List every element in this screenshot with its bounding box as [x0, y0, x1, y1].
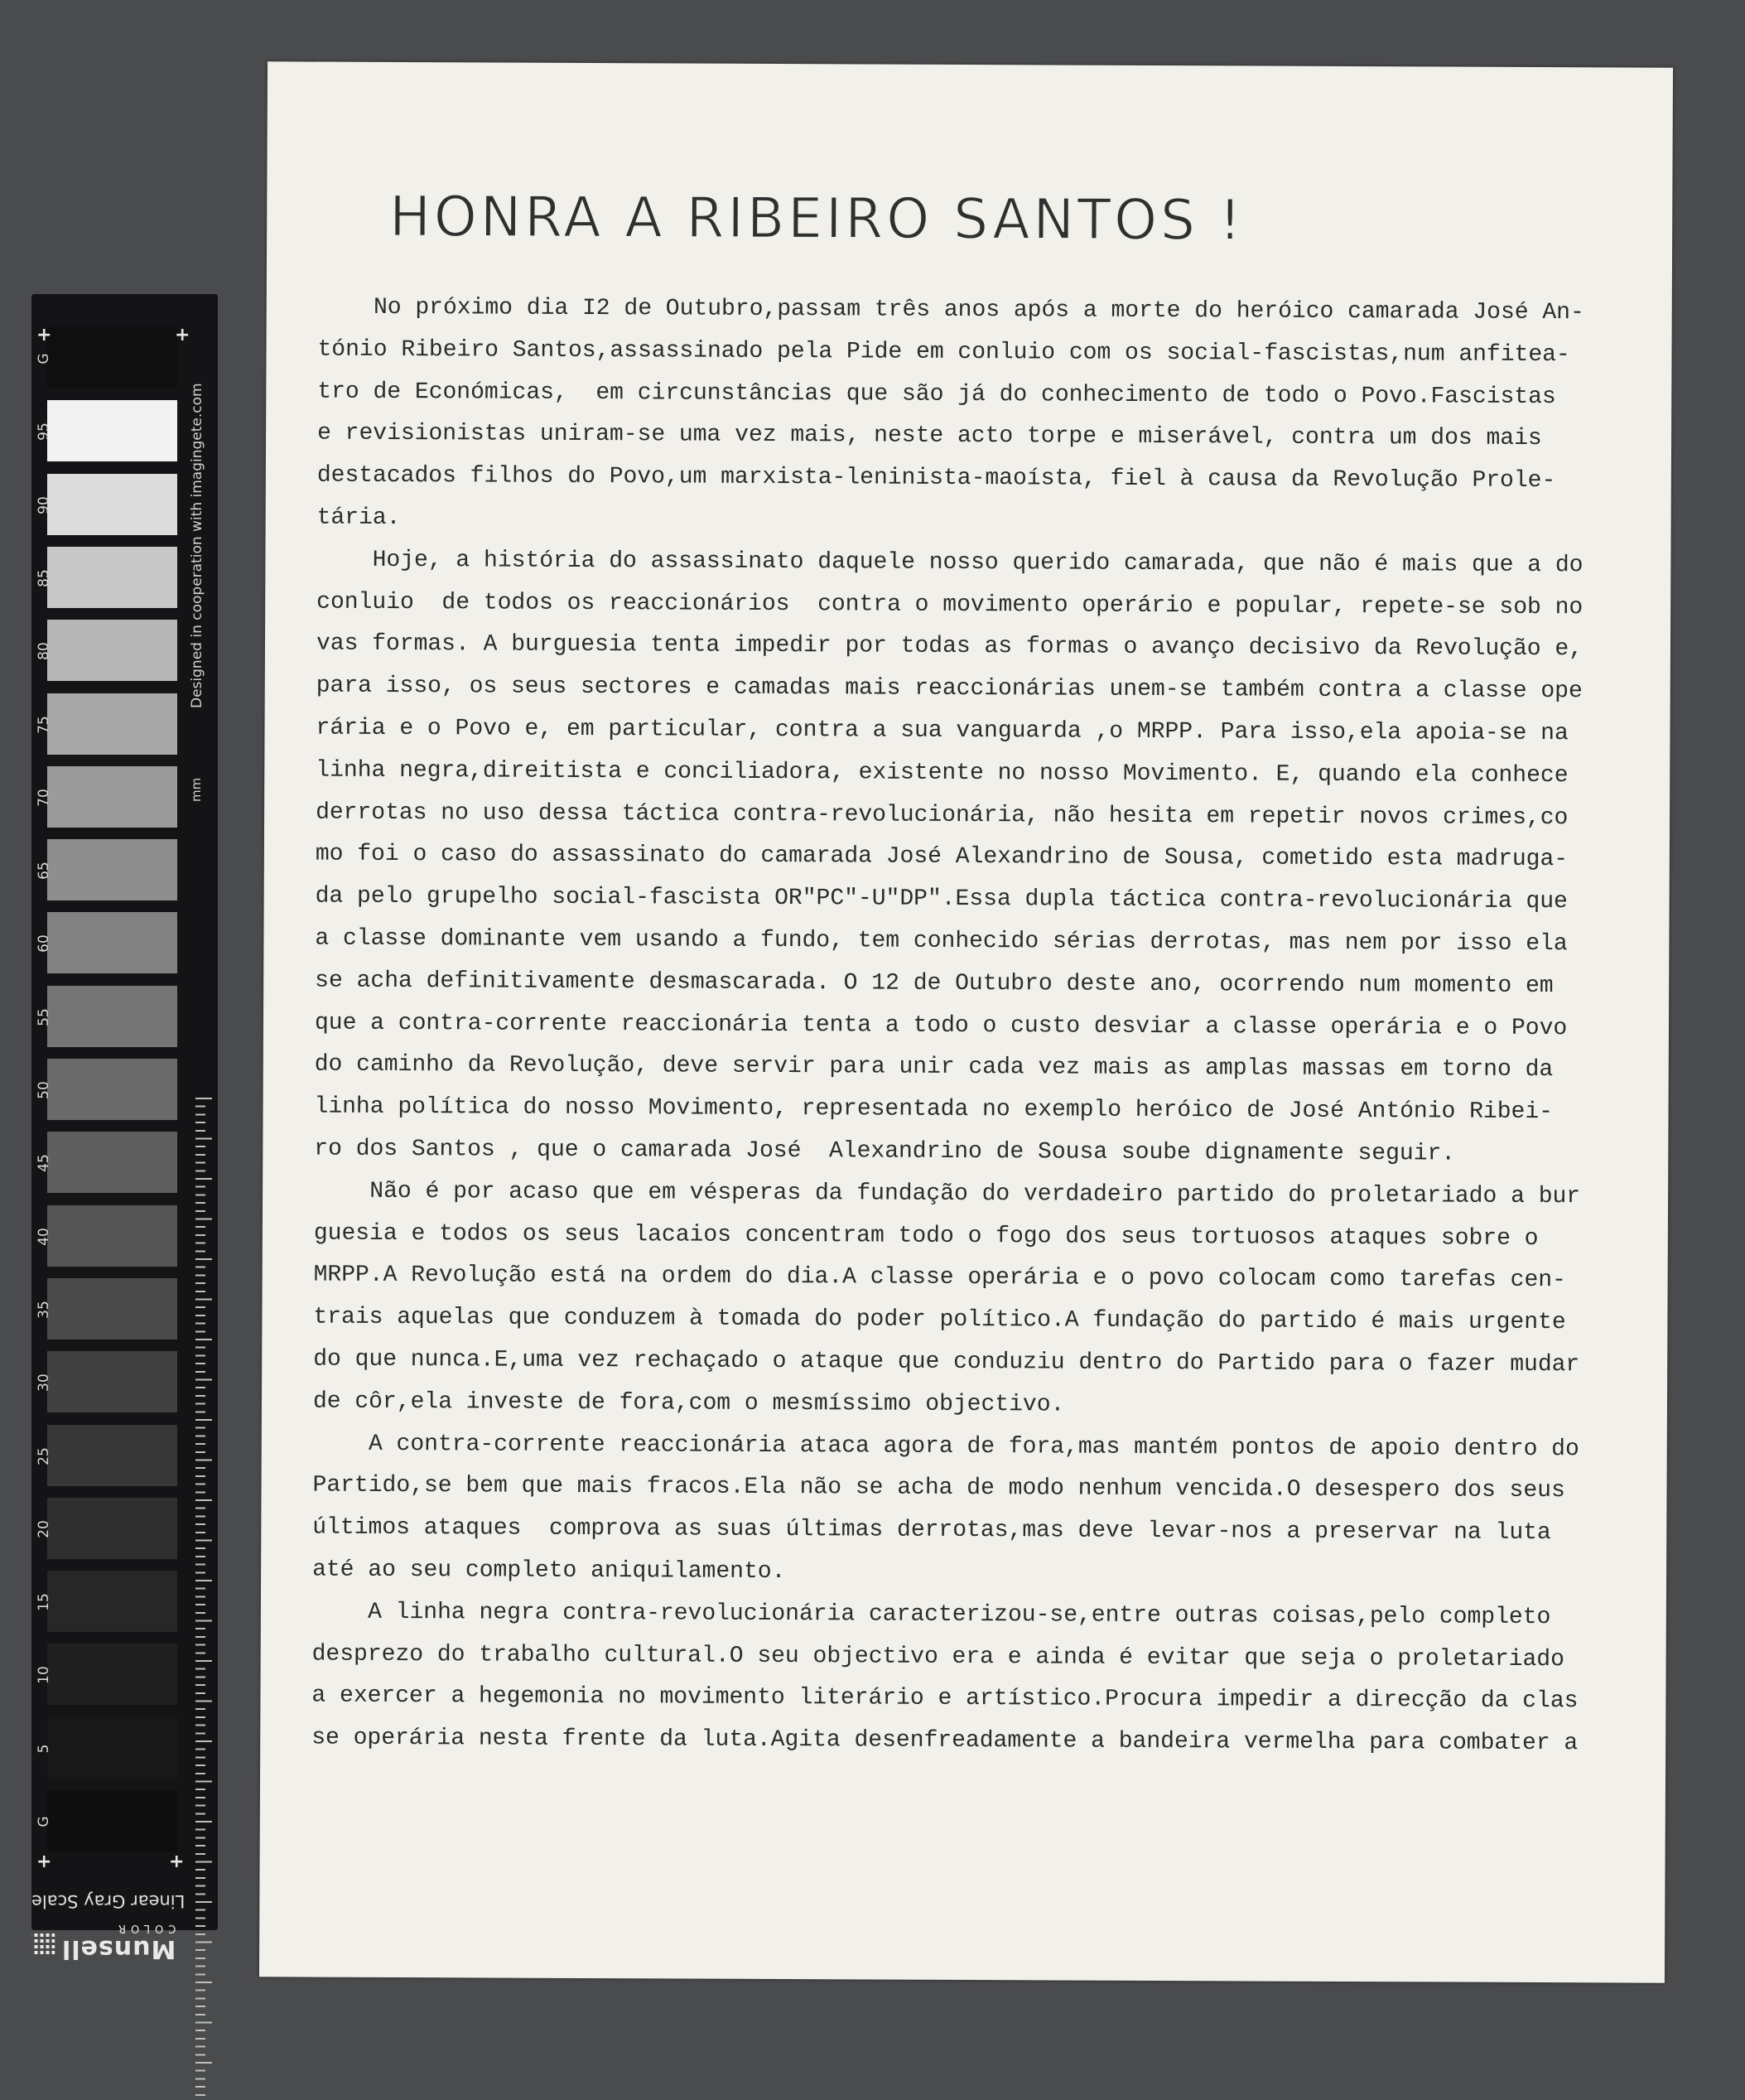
gray-patch [47, 547, 177, 608]
gray-patch-label: 50 [36, 1081, 52, 1099]
gray-patch-label: 40 [36, 1227, 52, 1246]
scale-title: Linear Gray Scale [31, 1891, 186, 1911]
gray-patch-label: 5 [36, 1744, 52, 1754]
text-line: vas formas. A burguesia tenta impedir por todas as formas o avanço decisivo da Revolução e, [316, 630, 1584, 663]
gray-patch-label: 85 [36, 569, 52, 587]
text-line: que a contra-corrente reaccionária tenta a todo o custo desviar a classe operária e o Povo [314, 1010, 1568, 1041]
text-line: tária. [316, 504, 401, 531]
registration-mark: + [36, 325, 52, 345]
text-line: conluio de todos os reaccionários contra o movimento operário e popular, repete-se sob no [316, 589, 1584, 620]
text-line: tro de Económicas, em circunstâncias que são já do conhecimento de todo o Povo.Fascistas [317, 379, 1556, 410]
paragraph [312, 1423, 1588, 1597]
text-line: destacados filhos do Povo,um marxista-leninista-maoísta, fiel à causa da Revolução Prole- [316, 462, 1556, 495]
text-line: mo foi o caso do assassinato do camarada José Alexandrino de Sousa, cometido esta madruga- [315, 841, 1569, 873]
gray-patch [47, 912, 177, 973]
text-line: guesia e todos os seus lacaios concentram todo o fogo dos seus tortuosos ataques sobre o [313, 1220, 1539, 1252]
brand-name: Munsell [61, 1934, 176, 1963]
paragraph [311, 1591, 1588, 1765]
munsell-logo [31, 1922, 176, 1963]
gray-patch [47, 1790, 177, 1851]
gray-patch [47, 400, 177, 461]
typed-document [259, 61, 1673, 1982]
gray-patch [47, 1351, 177, 1412]
text-line: do caminho da Revolução, deve servir para unir cada vez mais as amplas massas em torno da [314, 1051, 1554, 1084]
gray-patch-label: 20 [36, 1519, 52, 1538]
text-line: desprezo do trabalho cultural.O seu objectivo era e ainda é evitar que seja o proletariado [311, 1641, 1564, 1673]
text-line: A contra-corrente reaccionária ataca agora de fora,mas mantém pontos de apoio dentro do [312, 1431, 1579, 1462]
scale-credit: Designed in cooperation with imagingete.com [189, 383, 205, 708]
gray-patch-label: 45 [36, 1154, 52, 1173]
gray-patch [47, 1571, 177, 1632]
gray-patch-label: 15 [36, 1593, 52, 1611]
gray-patch-label: 65 [36, 862, 52, 880]
text-line: Não é por acaso que em vésperas da fundação do verdadeiro partido do proletariado a bur [314, 1178, 1581, 1209]
gray-patch [47, 474, 177, 535]
document-headline: HONRA A RIBEIRO SANTOS ! [389, 184, 1245, 253]
mm-ruler-major-ticks [205, 1098, 212, 2100]
registration-mark: + [169, 1851, 185, 1872]
gray-patch-label: 35 [36, 1301, 52, 1319]
gray-patch [47, 1644, 177, 1705]
ruler-unit-label: mm [189, 777, 204, 802]
gray-patch [47, 1498, 177, 1559]
text-line: a exercer a hegemonia no movimento literário e artístico.Procura impedir a direcção da clas [311, 1682, 1579, 1715]
text-line: últimos ataques comprova as suas últimas derrotas,mas deve levar-nos a preservar na luta [312, 1514, 1551, 1547]
text-line: rária e o Povo e, em particular, contra a sua vanguarda ,o MRPP. Para isso,ela apoia-se na [316, 715, 1569, 747]
gray-patch-label: G [36, 1816, 52, 1827]
text-line: Partido,se bem que mais fracos.Ela não se acha de modo nenhum vencida.O desespero dos seus [312, 1472, 1565, 1504]
gray-patch-label: G [36, 353, 52, 364]
munsell-grid-icon [31, 1931, 55, 1954]
gray-patch [47, 620, 177, 681]
gray-patch [47, 1059, 177, 1120]
text-line: MRPP.A Revolução está na ordem do dia.A classe operária e o povo colocam como tarefas cen- [313, 1262, 1566, 1294]
text-line: linha política do nosso Movimento, representada no exemplo heróico de José António Ribei- [314, 1093, 1554, 1126]
gray-patch [47, 1717, 177, 1779]
text-line: derrotas no uso dessa táctica contra-revolucionária, não hesita em repetir novos crimes,co [316, 799, 1569, 831]
gray-patch [47, 1278, 177, 1340]
gray-patch [47, 766, 177, 828]
gray-patch-label: 30 [36, 1373, 52, 1393]
text-line: de côr,ela investe de fora,com o mesmíssimo objectivo. [312, 1388, 1065, 1418]
gray-patch-label: 75 [36, 715, 52, 734]
mm-ruler [195, 1098, 205, 2100]
registration-mark: + [175, 325, 190, 345]
brand-sub: COLOR [113, 1922, 176, 1934]
gray-patch [47, 839, 177, 900]
text-line: e revisionistas uniram-se uma vez mais, neste acto torpe e miserável, contra um dos mais [317, 420, 1542, 452]
gray-patch [47, 986, 177, 1047]
gray-patch-label: 95 [36, 422, 52, 442]
paragraph [317, 287, 1593, 545]
gray-patch-label: 80 [36, 642, 52, 661]
text-line: No próximo dia I2 de Outubro,passam três anos após a morte do heróico camarada José An- [317, 294, 1584, 326]
text-line: Hoje, a história do assassinato daquele nosso querido camarada, que não é mais que a do [316, 547, 1584, 579]
text-line: A linha negra contra-revolucionária caracterizou-se,entre outras coisas,pelo completo [311, 1599, 1551, 1630]
gray-patch-label: 70 [36, 788, 52, 807]
gray-patch [47, 1132, 177, 1193]
text-line: para isso, os seus sectores e camadas mais reaccionárias unem-se também contra a classe ope [316, 673, 1583, 705]
text-line: trais aquelas que conduzem à tomada do poder político.A fundação do partido é mais urgente [313, 1304, 1566, 1336]
text-line: a classe dominante vem usando a fundo, tem conhecido sérias derrotas, mas nem por isso ela [315, 925, 1568, 958]
gray-patch-label: 25 [36, 1446, 52, 1465]
text-line: linha negra,direitista e conciliadora, existente no nosso Movimento. E, quando ela conhece [316, 757, 1569, 789]
text-line: tónio Ribeiro Santos,assassinado pela Pide em conluio com os social-fascistas,num anfitea- [317, 336, 1570, 368]
text-line: ro dos Santos , que o camarada José Alexandrino de Sousa soube dignamente seguir. [314, 1136, 1456, 1167]
gray-patch [47, 1425, 177, 1486]
paragraph [314, 539, 1592, 1176]
text-line: se acha definitivamente desmascarada. O 12 de Outubro deste ano, ocorrendo num momento em [315, 968, 1554, 999]
text-line: da pelo grupelho social-fascista OR"PC"-U"DP".Essa dupla táctica contra-revolucionária que [315, 883, 1568, 915]
gray-patch-label: 90 [36, 495, 52, 514]
gray-patch [47, 1205, 177, 1267]
document-body [311, 287, 1593, 1766]
gray-patch [47, 327, 177, 389]
text-line: se operária nesta frente da luta.Agita desenfreadamente a bandeira vermelha para combater a [311, 1725, 1579, 1757]
text-line: do que nunca.E,uma vez rechaçado o ataque que conduziu dentro do Partido para o fazer mudar [313, 1346, 1580, 1378]
gray-patch-label: 60 [36, 934, 52, 953]
text-line: até ao seu completo aniquilamento. [312, 1557, 786, 1585]
gray-patch [47, 693, 177, 755]
gray-patch-label: 10 [36, 1666, 52, 1685]
registration-mark: + [36, 1851, 52, 1872]
gray-patch-label: 55 [36, 1007, 52, 1026]
paragraph [313, 1171, 1589, 1428]
